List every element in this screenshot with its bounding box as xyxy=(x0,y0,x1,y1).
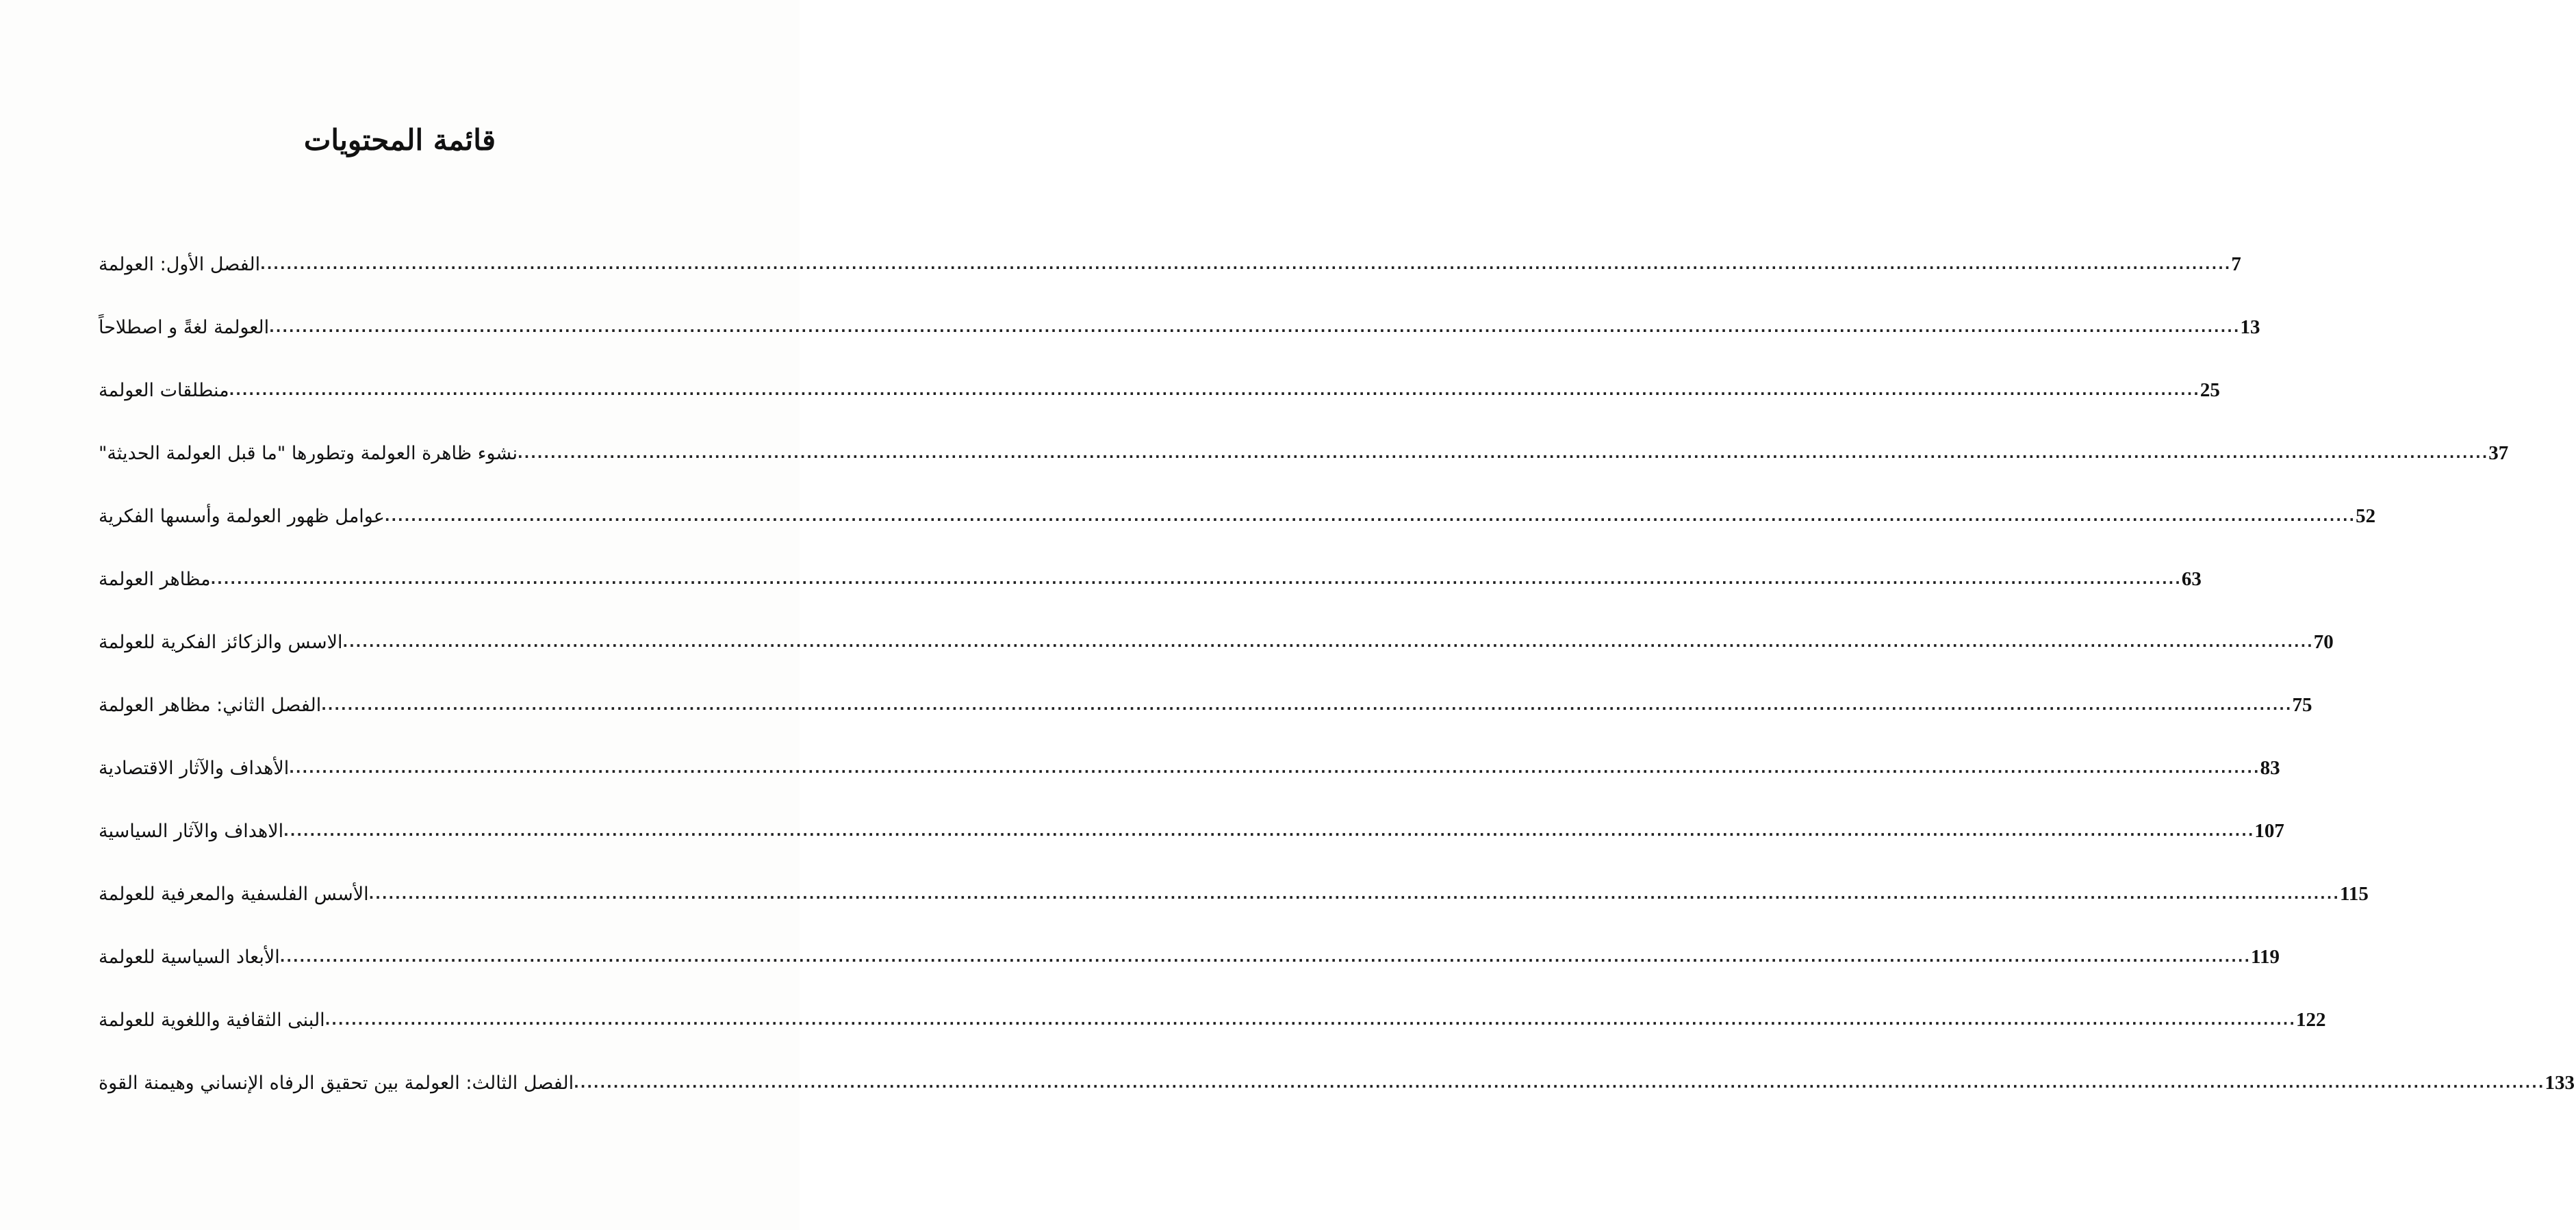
toc-entry xyxy=(96,548,2202,611)
toc-leader-dots: ............................................................................................................................................................................................................................................................................................................ xyxy=(260,255,2232,272)
toc-entry-label: عوامل ظهور العولمة وأسسها الفكرية xyxy=(99,505,385,527)
toc-entry-label: منطلقات العولمة xyxy=(99,379,229,401)
toc-leader-dots: ............................................................................................................................................................................................................................................................................................................ xyxy=(279,948,2252,965)
page-title: قائمة المحتويات xyxy=(303,123,496,157)
table-of-contents xyxy=(96,233,2575,1114)
toc-entry xyxy=(96,611,2334,674)
toc-entry-label: الأسس الفلسفية والمعرفية للعولمة xyxy=(99,883,369,905)
toc-entry-page: 37 xyxy=(2488,441,2509,464)
toc-entry xyxy=(96,422,2509,485)
toc-entry xyxy=(96,485,2376,548)
toc-entry-page: 7 xyxy=(2231,253,2241,275)
toc-leader-dots: ............................................................................................................................................................................................................................................................................................................ xyxy=(321,696,2293,713)
toc-entry xyxy=(96,925,2280,988)
toc-leader-dots: ............................................................................................................................................................................................................................................................................................................ xyxy=(384,507,2356,524)
toc-entry-label: الفصل الثاني: مظاهر العولمة xyxy=(99,694,322,716)
toc-leader-dots: ............................................................................................................................................................................................................................................................................................................ xyxy=(368,885,2340,902)
toc-entry xyxy=(96,988,2326,1051)
toc-entry-label: البنى الثقافية واللغوية للعولمة xyxy=(99,1009,325,1031)
toc-entry-page: 107 xyxy=(2254,819,2284,842)
toc-entry-page: 52 xyxy=(2356,504,2376,527)
toc-entry-label: نشوء ظاهرة العولمة وتطورها "ما قبل العولمة الحديثة" xyxy=(99,442,518,464)
toc-entry-page: 25 xyxy=(2199,379,2220,401)
toc-leader-dots: ............................................................................................................................................................................................................................................................................................................ xyxy=(518,444,2489,461)
toc-leader-dots: ............................................................................................................................................................................................................................................................................................................ xyxy=(324,1011,2296,1028)
toc-entry-label: مظاهر العولمة xyxy=(99,568,211,590)
toc-entry-label: الفصل الأول: العولمة xyxy=(99,253,261,275)
toc-leader-dots: ............................................................................................................................................................................................................................................................................................................ xyxy=(229,381,2200,398)
toc-entry xyxy=(96,1051,2575,1114)
toc-entry-page: 83 xyxy=(2260,756,2280,779)
toc-entry-page: 133 xyxy=(2545,1071,2575,1094)
toc-entry-page: 115 xyxy=(2339,882,2369,905)
toc-entry-page: 70 xyxy=(2313,630,2334,653)
toc-entry-label: الاهداف والآثار السياسية xyxy=(99,820,284,842)
toc-entry-page: 63 xyxy=(2181,567,2202,590)
toc-entry-page: 13 xyxy=(2240,316,2260,338)
toc-leader-dots: ............................................................................................................................................................................................................................................................................................................ xyxy=(210,570,2182,587)
toc-entry xyxy=(96,862,2369,925)
toc-entry xyxy=(96,736,2280,799)
toc-leader-dots: ............................................................................................................................................................................................................................................................................................................ xyxy=(342,633,2314,650)
toc-entry-label: الاسس والزكائز الفكرية للعولمة xyxy=(99,631,343,653)
toc-entry-label: العولمة لغةً و اصطلاحاً xyxy=(99,316,270,338)
toc-entry-page: 119 xyxy=(2251,945,2280,968)
toc-leader-dots: ............................................................................................................................................................................................................................................................................................................ xyxy=(574,1074,2545,1091)
toc-entry xyxy=(96,296,2260,359)
toc-entry xyxy=(96,359,2220,422)
toc-entry xyxy=(96,233,2241,296)
toc-leader-dots: ............................................................................................................................................................................................................................................................................................................ xyxy=(269,318,2241,335)
toc-entry xyxy=(96,799,2284,862)
toc-entry-label: الأهداف والآثار الاقتصادية xyxy=(99,757,290,779)
toc-entry-label: الفصل الثالث: العولمة بين تحقيق الرفاه الإنساني وهيمنة القوة xyxy=(99,1072,574,1094)
toc-entry xyxy=(96,674,2312,736)
toc-entry-page: 122 xyxy=(2295,1008,2326,1031)
toc-leader-dots: ............................................................................................................................................................................................................................................................................................................ xyxy=(283,822,2255,839)
toc-leader-dots: ............................................................................................................................................................................................................................................................................................................ xyxy=(289,759,2260,776)
toc-entry-page: 75 xyxy=(2292,693,2312,716)
toc-entry-label: الأبعاد السياسية للعولمة xyxy=(99,946,280,968)
